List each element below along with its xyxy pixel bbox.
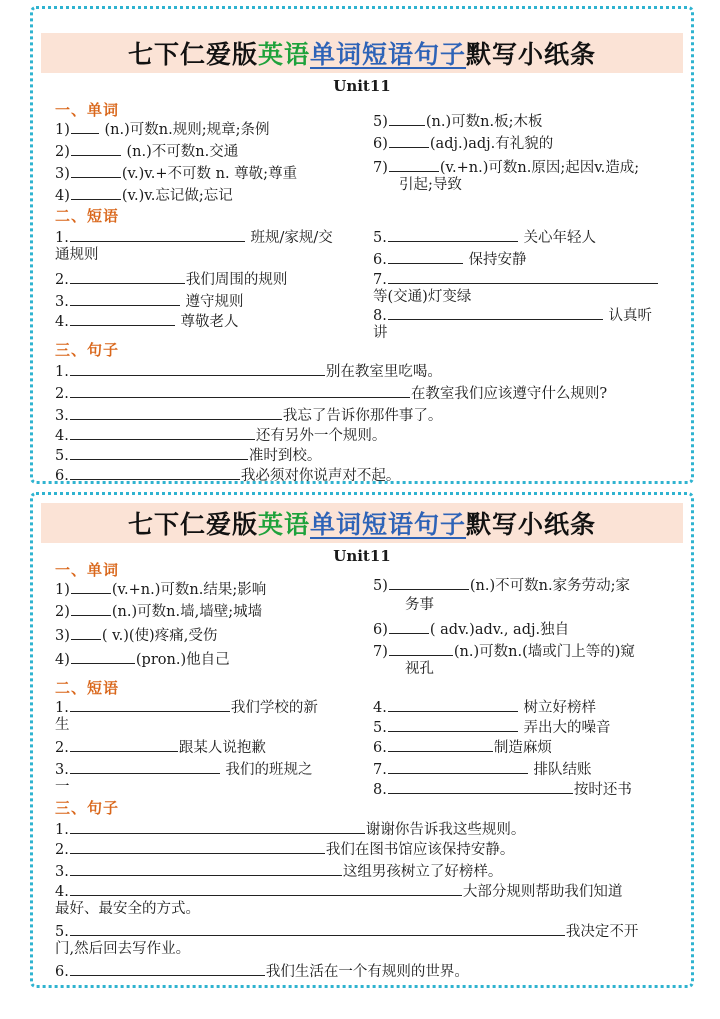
section-phrases: 二、短语 [55, 679, 120, 697]
phrase-item: 8. 按时还书 [373, 779, 632, 800]
title-part-4: 默写小纸条 [466, 510, 597, 539]
unit-label: Unit11 [333, 547, 391, 565]
word-item: 6) (adj.)adj.有礼貌的 [373, 133, 553, 154]
title-part-4: 默写小纸条 [466, 40, 597, 69]
unit-label: Unit11 [333, 77, 391, 95]
section-words: 一、单词 [55, 561, 120, 579]
word-item: 5) (n.)不可数n.家务劳动;家 [373, 575, 630, 596]
word-item-continued: 视孔 [405, 661, 434, 677]
word-item: 7) (n.)可数n.(墙或门上等的)窥 [373, 641, 635, 662]
phrase-item: 2. 跟某人说抱歉 [55, 737, 266, 758]
sentence-item: 1. 谢谢你告诉我这些规则。 [55, 819, 525, 840]
phrase-item: 1. 我们学校的新 [55, 697, 318, 718]
title-part-3: 单词短语句子 [310, 510, 467, 539]
sentence-item-continued: 最好、最安全的方式。 [55, 901, 200, 917]
phrase-item: 3. 我们的班规之 [55, 759, 312, 780]
sentence-item: 6. 我必须对你说声对不起。 [55, 465, 400, 486]
phrase-item: 8. 认真听 [373, 305, 652, 326]
card-title [41, 33, 683, 73]
word-item-continued: 务事 [405, 597, 434, 613]
word-item: 3) (v.)v.+不可数 n. 尊敬;尊重 [55, 163, 297, 184]
section-phrases: 二、短语 [55, 207, 120, 225]
word-item: 1) (v.+n.)可数n.结果;影响 [55, 579, 266, 600]
sentence-item: 4. 还有另外一个规则。 [55, 425, 386, 446]
phrase-item: 4. 尊敬老人 [55, 311, 238, 332]
sentence-item: 5. 我决定不开 [55, 921, 638, 942]
title-part-3: 单词短语句子 [310, 40, 467, 69]
phrase-item: 6. 保持安静 [373, 249, 526, 270]
phrase-item: 2. 我们周围的规则 [55, 269, 287, 290]
word-item-continued: 引起;导致 [399, 177, 462, 193]
title-part-2: 英语 [257, 510, 310, 539]
sentence-item: 5. 准时到校。 [55, 445, 321, 466]
worksheet-card-1 [30, 6, 694, 484]
title-part-1: 七下仁爱版 [127, 40, 258, 69]
sentence-item-continued: 门,然后回去写作业。 [55, 941, 191, 957]
phrase-item-continued: 一 [55, 779, 70, 795]
phrase-item: 5. 关心年轻人 [373, 227, 596, 248]
title-part-2: 英语 [257, 40, 310, 69]
sentence-item: 6. 我们生活在一个有规则的世界。 [55, 961, 469, 982]
word-item: 7) (v.+n.)可数n.原因;起因v.造成; [373, 157, 639, 178]
phrase-item: 4. 树立好榜样 [373, 697, 596, 718]
word-item: 2) (n.)可数n.墙,墙壁;城墙 [55, 601, 262, 622]
word-item: 5) (n.)可数n.板;木板 [373, 111, 543, 132]
section-sentences: 三、句子 [55, 341, 120, 359]
phrase-item: 7. [373, 269, 659, 290]
card-title [41, 503, 683, 543]
phrase-item: 6. 制造麻烦 [373, 737, 552, 758]
phrase-item-continued: 生 [55, 717, 70, 733]
word-item: 2) (n.)不可数n.交通 [55, 141, 238, 162]
phrase-item-continued: 讲 [373, 325, 388, 341]
sentence-item: 2. 我们在图书馆应该保持安静。 [55, 839, 514, 860]
word-item: 4) (v.)v.忘记做;忘记 [55, 185, 233, 206]
sentence-item: 1. 别在教室里吃喝。 [55, 361, 442, 382]
word-item: 3) ( v.)(使)疼痛,受伤 [55, 625, 217, 646]
title-part-1: 七下仁爱版 [127, 510, 258, 539]
phrase-item-continued: 等(交通)灯变绿 [373, 289, 472, 305]
section-words: 一、单词 [55, 101, 120, 119]
phrase-item-continued: 通规则 [55, 247, 99, 263]
sentence-item: 3. 这组男孩树立了好榜样。 [55, 861, 502, 882]
word-item: 6) ( adv.)adv., adj.独自 [373, 619, 569, 640]
worksheet-card-2 [30, 492, 694, 988]
word-item: 4) (pron.)他自己 [55, 649, 230, 670]
sentence-item: 4. 大部分规则帮助我们知道 [55, 881, 622, 902]
sentence-item: 3. 我忘了告诉你那件事了。 [55, 405, 442, 426]
phrase-item: 3. 遵守规则 [55, 291, 243, 312]
phrase-item: 5. 弄出大的噪音 [373, 717, 610, 738]
phrase-item: 7. 排队结账 [373, 759, 591, 780]
sentence-item: 2. 在教室我们应该遵守什么规则? [55, 383, 607, 404]
section-sentences: 三、句子 [55, 799, 120, 817]
word-item: 1) (n.)可数n.规则;规章;条例 [55, 119, 269, 140]
phrase-item: 1. 班规/家规/交 [55, 227, 333, 248]
